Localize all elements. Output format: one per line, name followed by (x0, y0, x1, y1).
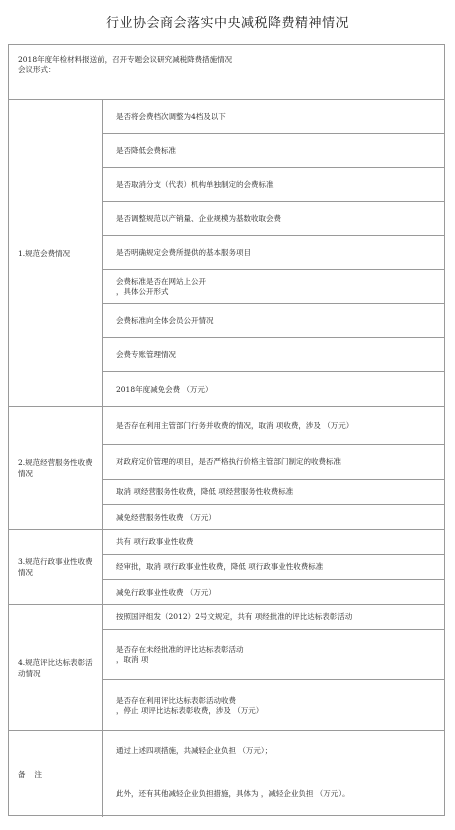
item-admin-waive: 减免行政事业性收费 （万元） (116, 587, 216, 597)
item-waive-service-fee: 减免经营服务性收费 （万元） (116, 512, 216, 522)
item-total-reduction: 通过上述四项措施，共减轻企业负担 （万元）； (116, 746, 273, 755)
item-branch-fee: 是否取消分支（代表）机构单独制定的会费标准 (103, 168, 444, 202)
section-service-fees (9, 407, 444, 530)
item-award-fees: 是否存在利用评比达标表彰活动收费 ，停止 项评比达标表彰收费，涉及 （万元） (116, 695, 264, 715)
section-label-service-fees: 2.规范经营服务性收费情况 (9, 407, 103, 529)
section-label-fees: 1.规范会费情况 (9, 100, 103, 406)
section-items-service-fees (103, 407, 444, 529)
section-label-awards: 4.规范评比达标表彰活动情况 (9, 605, 103, 730)
section-label-admin-fees: 3.规范行政事业性收费情况 (9, 530, 103, 604)
item-fee-basis: 是否调整规范以产销量、企业规模为基数收取会费 (103, 202, 444, 236)
item-approved-awards: 按照国评组发（2012）2号文规定，共有 项经批准的评比达标表彰活动 (103, 605, 444, 630)
item-basic-services: 是否明确规定会费所提供的基本服务项目 (103, 236, 444, 270)
item-fee-waiver: 2018年度减免会费 （万元） (116, 384, 213, 394)
section-label-remarks: 备注 (9, 731, 103, 817)
item-fee-levels: 是否将会费档次调整为4档及以下 (103, 100, 444, 134)
section-items-fees (103, 100, 444, 406)
item-members-public: 会费标准向全体会员公开情况 (103, 304, 444, 338)
section-items-admin-fees (103, 530, 444, 604)
intro-block (9, 45, 444, 100)
item-admin-cancel: 经审批，取消 项行政事业性收费，降低 项行政事业性收费标准 (103, 555, 444, 580)
section-admin-fees (9, 530, 444, 605)
item-account-management: 会费专账管理情况 (103, 338, 444, 372)
section-fees (9, 100, 444, 407)
item-authority-fee: 是否存在利用主管部门行务并收费的情况，取消 项收费，涉及 （万元） (103, 407, 444, 445)
item-unapproved-awards: 是否存在未经批准的评比达标表彰活动 ，取消 项 (103, 630, 444, 680)
report-table (8, 44, 445, 816)
item-price-standard: 对政府定价管理的项目，是否严格执行价格主管部门制定的收费标准 (103, 445, 444, 480)
item-website-public: 会费标准是否在网站上公开 ，具体公开形式 (103, 270, 444, 304)
intro-text: 2018年度年检材料报送前，召开专题会议研究减税降费措施情况 (18, 55, 233, 64)
item-other-measures: 此外，还有其他减轻企业负担措施，具体为 ，减轻企业负担 （万元）。 (116, 789, 350, 798)
section-items-remarks (103, 731, 444, 817)
meeting-form-label: 会议形式： (18, 65, 56, 74)
section-items-awards (103, 605, 444, 730)
item-admin-count: 共有 项行政事业性收费 (103, 530, 444, 555)
section-awards (9, 605, 444, 731)
item-lower-fee: 是否降低会费标准 (103, 134, 444, 168)
item-cancel-service-fee: 取消 项经营服务性收费，降低 项经营服务性收费标准 (103, 480, 444, 505)
page-title: 行业协会商会落实中央减税降费精神情况 (105, 16, 349, 31)
section-remarks (9, 731, 444, 817)
